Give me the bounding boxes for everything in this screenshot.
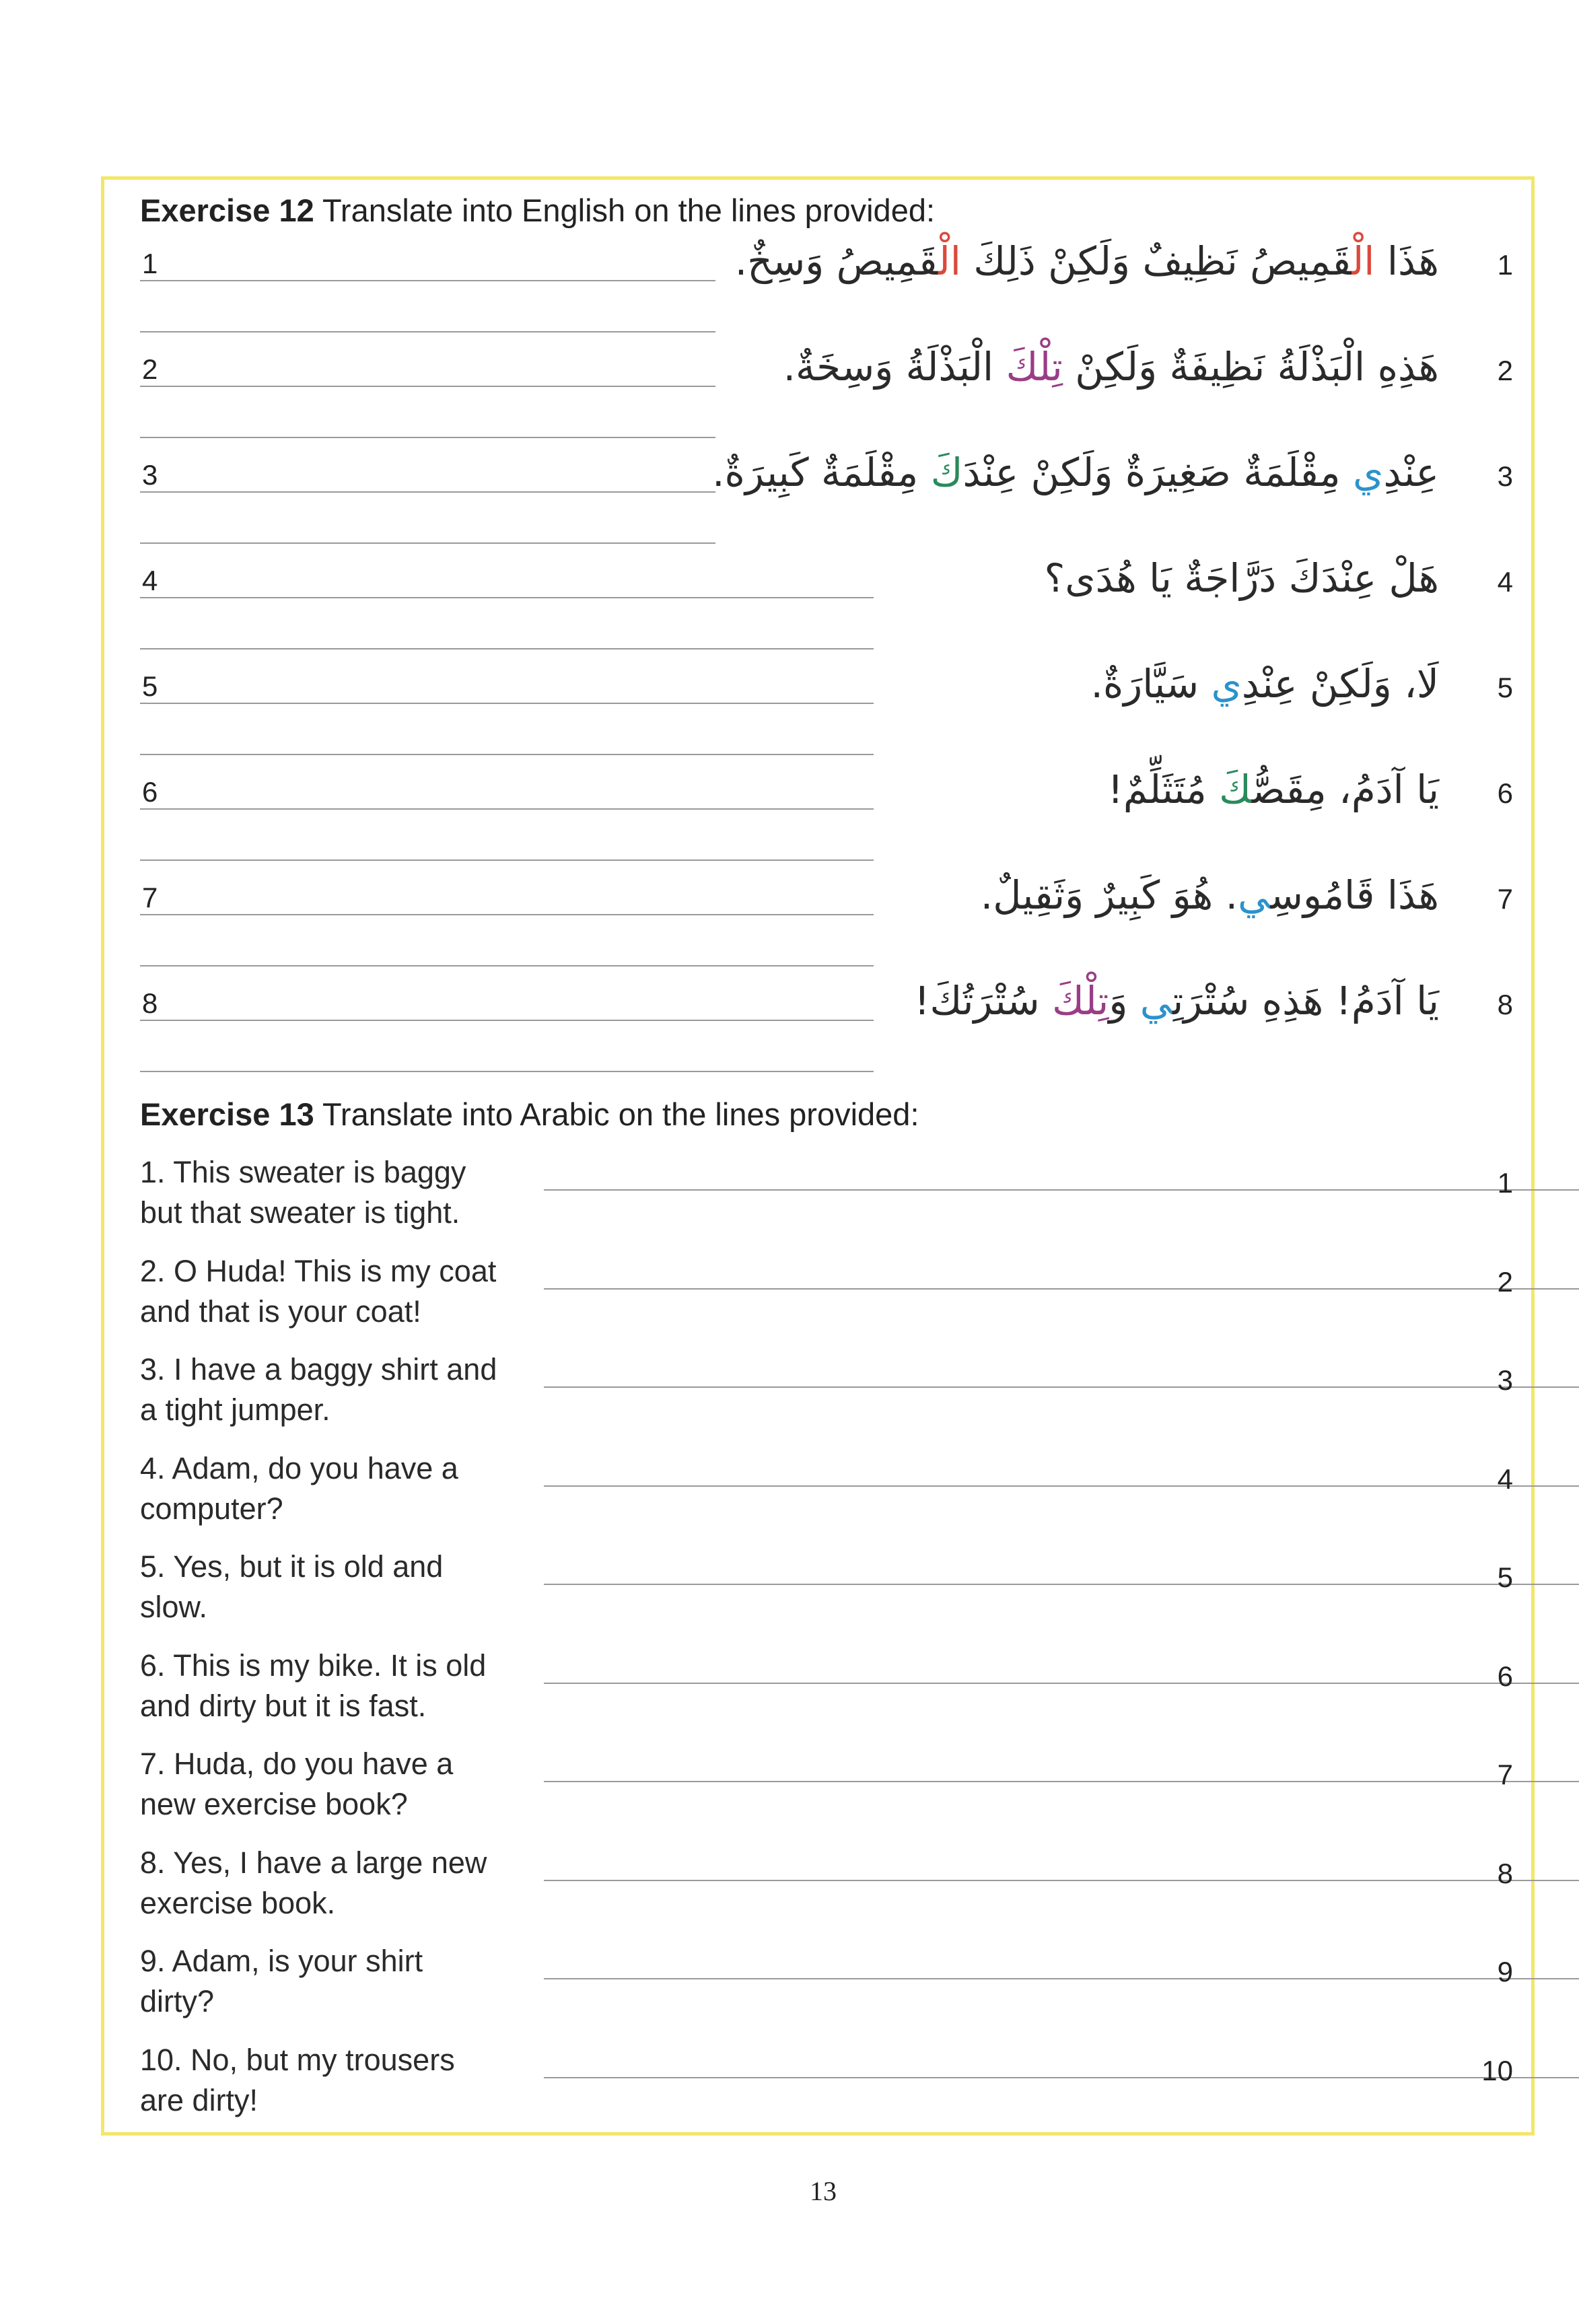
arabic-segment: . هُوَ كَبِيرٌ وَثَقِيلٌ. [980,872,1238,918]
exercise12-instruction: Translate into English on the lines provided: [322,192,936,228]
exercise12-arabic-number: 4 [1497,566,1513,598]
arabic-segment: قَمِيصُ نَظِيفٌ وَلَكِنْ ذَلِكَ [960,238,1352,284]
exercise12-item-number: 6 [142,776,158,808]
arabic-segment: هَذَا قَامُوسِ [1270,872,1439,918]
exercise13-prompt [140,1251,544,1332]
exercise13-item-number: 5 [1497,1561,1513,1593]
exercise12-row [140,978,1513,1092]
arabic-segment: لَا، وَلَكِنْ عِنْدِ [1241,661,1439,707]
exercise12-row [140,555,1513,670]
exercise13-item-number: 1 [1497,1167,1513,1199]
arabic-segment: الْبَذْلَةُ وَسِخَةٌ. [783,344,1006,390]
exercise12-row [140,238,1513,353]
arabic-segment: قَمِيصُ وَسِخٌ. [734,238,939,284]
exercise12-row [140,344,1513,458]
exercise13-row [140,1251,1513,1349]
answer-line[interactable] [140,437,715,438]
exercise12-item-number: 5 [142,670,158,702]
prompt-line: exercise book. [140,1885,336,1920]
prompt-line: and dirty but it is fast. [140,1688,427,1723]
answer-line[interactable] [140,1020,874,1021]
exercise12-item-number: 2 [142,353,158,385]
exercise13-row [140,1941,1513,2039]
exercise12-row [140,450,1513,564]
prompt-line: slow. [140,1590,208,1624]
arabic-sentence [783,344,1439,390]
answer-line[interactable] [140,386,715,387]
arabic-segment: تِلْكَ [1052,978,1109,1024]
arabic-segment: مُتَثَلِّمٌ! [1107,767,1220,812]
arabic-segment: سُتْرَتُكَ! [914,978,1053,1024]
arabic-segment: الْ [938,238,961,284]
prompt-line: 8. Yes, I have a large new [140,1845,487,1880]
arabic-segment: مِقْلَمَةٌ كَبِيرَةٌ. [712,450,931,495]
arabic-segment: مِقْلَمَةٌ صَغِيرَةٌ وَلَكِنْ عِنْدَ [962,450,1354,495]
answer-line[interactable] [140,280,715,281]
exercise12-row [140,767,1513,881]
exercise13-instruction: Translate into Arabic on the lines provided: [322,1096,919,1132]
arabic-segment: ي [1238,872,1271,918]
exercise13-row [140,1152,1513,1251]
exercise13-prompt [140,1941,544,2022]
exercise13-row [140,1744,1513,1842]
prompt-line: 4. Adam, do you have a [140,1450,458,1485]
arabic-sentence [735,238,1439,284]
exercise13-row [140,1646,1513,1744]
arabic-segment: يَا آدَمُ، مِقَصُّ [1252,767,1439,812]
answer-line[interactable] [544,2077,1579,2078]
arabic-sentence [1044,555,1439,601]
prompt-line: 10. No, but my trousers [140,2042,455,2077]
exercise13-row [140,1843,1513,1941]
exercise12-arabic-number: 3 [1497,460,1513,492]
exercise12-item-number: 8 [142,987,158,1019]
exercise13-item-number: 6 [1497,1660,1513,1692]
arabic-segment: كَ [1219,767,1253,812]
arabic-segment: سَيَّارَةٌ. [1090,661,1212,707]
exercise12-arabic-number: 8 [1497,989,1513,1020]
arabic-segment: كَ [930,450,963,495]
arabic-segment: ي [1353,450,1384,495]
arabic-segment: هَذِهِ الْبَذْلَةُ نَظِيفَةٌ وَلَكِنْ [1062,344,1439,390]
answer-line[interactable] [544,1584,1579,1585]
exercise13-prompt [140,1152,544,1233]
exercise13-row [140,2040,1513,2138]
exercise13-item-number: 8 [1497,1857,1513,1889]
page-number: 13 [810,2176,837,2206]
exercise12-item-number: 4 [142,565,158,596]
arabic-segment: وَ [1109,978,1140,1024]
prompt-line: 5. Yes, but it is old and [140,1549,444,1584]
arabic-segment: تِلْكَ [1006,344,1063,390]
exercise13-row [140,1448,1513,1547]
answer-line[interactable] [140,648,874,649]
prompt-line: a tight jumper. [140,1393,330,1427]
arabic-sentence [1090,661,1439,707]
exercise12-arabic-number: 5 [1497,672,1513,703]
answer-line[interactable] [140,859,874,861]
exercise13-row [140,1349,1513,1448]
prompt-line: but that sweater is tight. [140,1195,460,1230]
prompt-line: new exercise book? [140,1787,408,1821]
exercise13-prompt [140,2040,544,2121]
exercise13-item-number: 3 [1497,1364,1513,1396]
exercise12-arabic-number: 7 [1497,883,1513,915]
exercise12-heading [140,192,935,229]
prompt-line: 9. Adam, is your shirt [140,1944,423,1978]
arabic-sentence [914,978,1439,1024]
arabic-segment: ي [1139,978,1173,1024]
answer-line[interactable] [544,1189,1579,1191]
exercise13-item-number: 9 [1497,1956,1513,1987]
arabic-sentence [1108,767,1439,812]
answer-line[interactable] [544,1781,1579,1782]
answer-line[interactable] [544,1485,1579,1487]
exercise12-row [140,872,1513,987]
arabic-sentence [981,872,1439,918]
answer-line[interactable] [544,1386,1579,1388]
answer-line[interactable] [140,914,874,915]
arabic-segment: ي [1211,661,1242,707]
prompt-line: 3. I have a baggy shirt and [140,1352,497,1386]
exercise13-item-number: 7 [1497,1759,1513,1790]
exercise12-arabic-number: 1 [1497,249,1513,281]
arabic-segment: يَا آدَمُ! هَذِهِ سُتْرَتِ [1172,978,1439,1024]
arabic-segment: هَلْ عِنْدَكَ دَرَّاجَةٌ يَا هُدَى؟ [1044,555,1439,601]
exercise12-item-number: 3 [142,459,158,491]
exercise12-title: Exercise 12 [140,192,314,228]
exercise13-prompt [140,1349,544,1430]
prompt-line: computer? [140,1491,283,1526]
answer-line[interactable] [140,1071,874,1072]
exercise12-row [140,661,1513,775]
exercise13-prompt [140,1547,544,1627]
answer-line[interactable] [544,1978,1579,1979]
answer-line[interactable] [140,754,874,755]
answer-line[interactable] [544,1683,1579,1684]
arabic-sentence [712,450,1439,495]
prompt-line: 7. Huda, do you have a [140,1747,454,1781]
answer-line[interactable] [140,808,874,810]
exercise13-prompt [140,1646,544,1726]
answer-line[interactable] [140,597,874,598]
answer-line[interactable] [140,703,874,704]
exercise12-arabic-number: 6 [1497,777,1513,809]
answer-line[interactable] [140,331,715,332]
exercise12-arabic-number: 2 [1497,355,1513,386]
exercise13-item-number: 10 [1481,2054,1513,2086]
answer-line[interactable] [544,1288,1579,1290]
arabic-segment: عِنْدِ [1383,450,1439,495]
arabic-segment: هَذَا [1374,238,1439,284]
exercise13-item-number: 4 [1497,1463,1513,1495]
answer-line[interactable] [140,491,715,493]
exercise13-prompt [140,1843,544,1924]
prompt-line: 1. This sweater is baggy [140,1155,466,1189]
exercise13-heading [140,1096,919,1133]
answer-line[interactable] [544,1880,1579,1881]
answer-line[interactable] [140,965,874,966]
exercise13-prompt [140,1744,544,1825]
prompt-line: dirty? [140,1984,215,2018]
exercise13-row [140,1547,1513,1645]
exercise13-prompt [140,1448,544,1529]
exercise13-title: Exercise 13 [140,1096,314,1132]
exercise12-item-number: 7 [142,882,158,913]
exercise13-item-number: 2 [1497,1265,1513,1298]
prompt-line: 2. O Huda! This is my coat [140,1253,497,1288]
prompt-line: are dirty! [140,2082,258,2117]
exercise12-item-number: 1 [142,248,158,279]
prompt-line: 6. This is my bike. It is old [140,1648,487,1683]
answer-line[interactable] [140,542,715,544]
prompt-line: and that is your coat! [140,1294,421,1329]
arabic-segment: الْ [1352,238,1375,284]
